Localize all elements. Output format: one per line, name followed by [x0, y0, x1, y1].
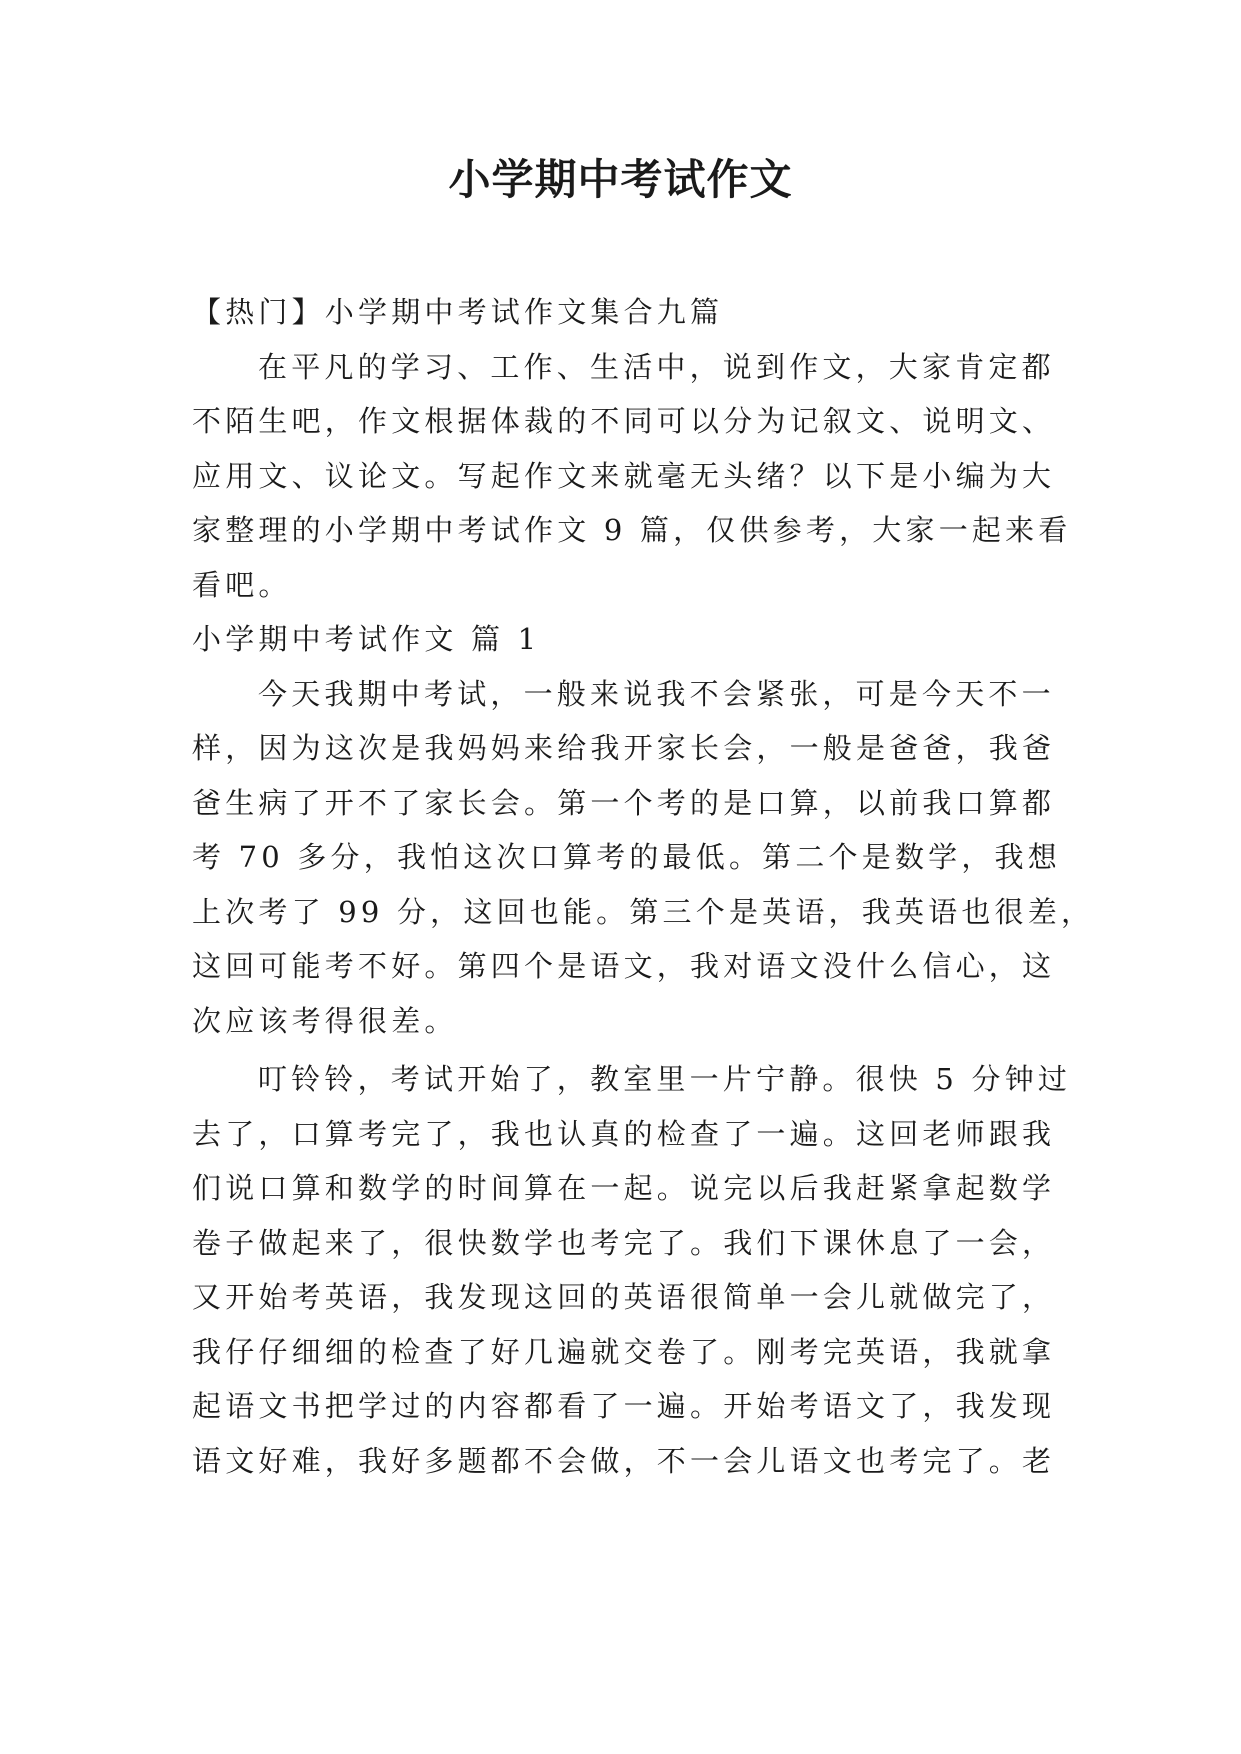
text-line: 叮铃铃，考试开始了，教室里一片宁静。很快 5 分钟过	[258, 1062, 1072, 1096]
intro-paragraph	[192, 340, 1072, 613]
text-line: 去了，口算考完了，我也认真的检查了一遍。这回老师跟我	[192, 1116, 1056, 1151]
text-line: 爸生病了开不了家长会。第一个考的是口算，以前我口算都	[192, 785, 1056, 820]
text-line: 我仔仔细细的检查了好几遍就交卷了。刚考完英语，我就拿	[192, 1334, 1056, 1369]
text-line: 今天我期中考试，一般来说我不会紧张，可是今天不一	[258, 676, 1055, 711]
text-line: 看吧。	[192, 567, 292, 602]
text-line: 考 70 多分，我怕这次口算考的最低。第二个是数学，我想	[192, 840, 1061, 874]
section-heading: 小学期中考试作文 篇 1	[192, 622, 541, 656]
document-body	[192, 285, 1095, 1488]
text-line: 起语文书把学过的内容都看了一遍。开始考语文了，我发现	[192, 1389, 1056, 1423]
text-line: 语文好难，我好多题都不会做，不一会儿语文也考完了。老	[192, 1443, 1056, 1478]
text-line: 家整理的小学期中考试作文 9 篇，仅供参考，大家一起来看	[192, 513, 1072, 547]
document-subtitle: 【热门】小学期中考试作文集合九篇	[192, 295, 724, 329]
text-line: 样，因为这次是我妈妈来给我开家长会，一般是爸爸，我爸	[192, 731, 1056, 765]
essay-paragraph-2	[192, 1052, 1072, 1488]
text-line: 这回可能考不好。第四个是语文，我对语文没什么信心，这	[192, 949, 1056, 983]
text-line: 卷子做起来了，很快数学也考完了。我们下课休息了一会，	[192, 1225, 1056, 1260]
text-line: 在平凡的学习、工作、生活中，说到作文，大家肯定都	[258, 349, 1055, 384]
text-line: 们说口算和数学的时间算在一起。说完以后我赶紧拿起数学	[192, 1171, 1056, 1205]
text-line: 不陌生吧，作文根据体裁的不同可以分为记叙文、说明文、	[192, 404, 1056, 438]
text-line: 又开始考英语，我发现这回的英语很简单一会儿就做完了，	[192, 1280, 1056, 1314]
text-line: 次应该考得很差。	[192, 1003, 458, 1038]
document-title: 小学期中考试作文	[448, 155, 793, 204]
text-line: 上次考了 99 分，这回也能。第三个是英语，我英语也很差，	[192, 894, 1095, 929]
essay-paragraph-1	[192, 667, 1095, 1049]
text-line: 应用文、议论文。写起作文来就毫无头绪？以下是小编为大	[192, 458, 1056, 493]
